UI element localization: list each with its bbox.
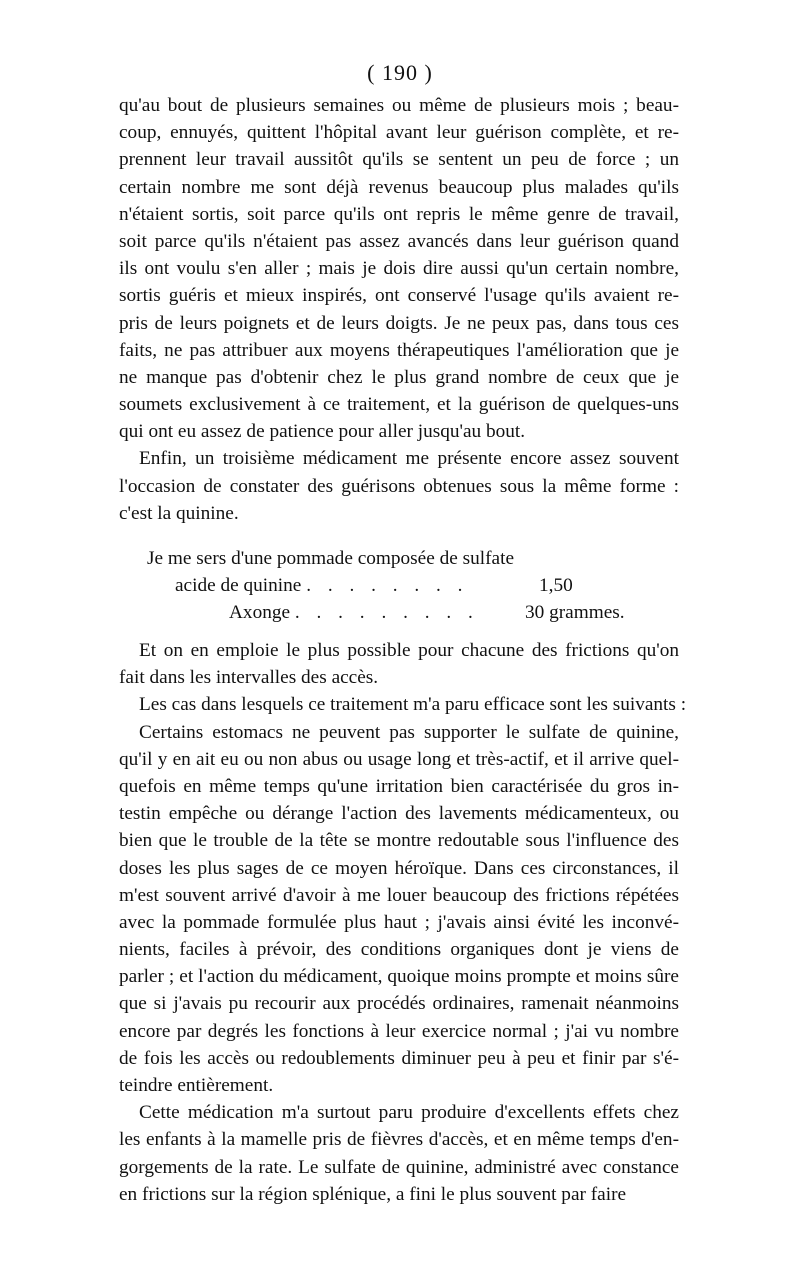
text-line: ne manque pas d'obtenir chez le plus grand nombre de ceux que je — [119, 366, 679, 388]
text-line: avec la pommade formulée plus haut ; j'avais ainsi évité les inconvé- — [119, 911, 679, 933]
text-line: coup, ennuyés, quittent l'hôpital avant leur guérison complète, et re- — [119, 122, 679, 144]
text-line: prennent leur travail aussitôt qu'ils se sentent un peu de force ; un — [119, 149, 679, 171]
text-line: Cette médication m'a surtout paru produire d'excellents effets chez — [139, 1102, 679, 1124]
paragraph — [119, 92, 679, 445]
text-line: n'étaient sortis, soit parce qu'ils ont repris le même genre de travail, — [119, 203, 679, 225]
text-line: qui ont eu assez de patience pour aller jusqu'au bout. — [119, 421, 526, 443]
text-line: encore par degrés les fonctions à leur exercice normal ; j'ai vu nombre — [119, 1020, 679, 1042]
text-line: nients, faciles à prévoir, des conditions organiques dont je viens de — [119, 939, 679, 961]
text-line: soit parce qu'ils n'étaient pas assez avancés dans leur guérison quand — [119, 230, 679, 252]
text-line: pris de leurs poignets et de leurs doigts. Je ne peux pas, dans tous ces — [119, 312, 679, 334]
text-line: m'est souvent arrivé d'avoir à me louer beaucoup des frictions répétées — [119, 884, 679, 906]
text-line: gorgements de la rate. Le sulfate de quinine, administré avec constance — [119, 1156, 679, 1178]
page-number: ( 190 ) — [367, 60, 433, 85]
text-line: fait dans les intervalles des accès. — [119, 667, 379, 689]
text-line: soumets exclusivement à ce traitement, et la guérison de quelques-uns — [119, 394, 679, 416]
text-line: Enfin, un troisième médicament me présente encore assez souvent — [139, 448, 679, 470]
text-line: les enfants à la mamelle pris de fièvres d'accès, et en même temps d'en- — [119, 1129, 679, 1151]
formula-dots: . . . . . . . . — [306, 575, 469, 596]
formula-value: 1,50 — [539, 575, 573, 596]
formula-intro: Je me sers d'une pommade composée de sulfate — [147, 548, 515, 569]
paragraph — [119, 445, 679, 527]
paragraph — [119, 637, 679, 691]
text-line: en frictions sur la région splénique, a fini le plus souvent par faire — [119, 1183, 627, 1205]
text-line: de fois les accès ou redoublements diminuer peu à peu et finir par s'é- — [119, 1047, 679, 1069]
formula-row-axonge — [229, 599, 479, 626]
text-line: Les cas dans lesquels ce traitement m'a paru efficace sont les suivants : — [139, 694, 687, 716]
formula-label: Axonge — [229, 602, 291, 623]
text-line: certain nombre me sont déjà revenus beaucoup plus malades qu'ils — [119, 176, 679, 198]
text-line: Et on en emploie le plus possible pour chacune des frictions qu'on — [139, 640, 679, 661]
text-line: testin empêche ou dérange l'action des lavements médicamenteux, ou — [119, 803, 679, 825]
formula-block — [119, 545, 679, 627]
text-line: c'est la quinine. — [119, 502, 239, 524]
text-line: sortis guéris et mieux inspirés, ont conservé l'usage qu'ils avaient re- — [119, 285, 679, 307]
paragraph — [119, 691, 687, 718]
formula-value: 30 grammes. — [525, 602, 625, 623]
text-line: bien que le trouble de la tête se montre redoutable sous l'influence des — [119, 830, 679, 852]
text-line: qu'il y en ait eu ou non abus ou usage long et très-actif, et il arrive quel- — [119, 748, 679, 770]
text-line: parler ; et l'action du médicament, quoique moins prompte et moins sûre — [119, 966, 679, 988]
text-line: l'occasion de constater des guérisons obtenues sous la même forme : — [119, 475, 679, 497]
paragraph — [119, 719, 679, 1100]
text-line: teindre entièrement. — [119, 1075, 274, 1096]
text-line: qu'au bout de plusieurs semaines ou même de plusieurs mois ; beau- — [119, 95, 679, 116]
text-line: faits, ne pas attribuer aux moyens thérapeutiques l'amélioration que je — [119, 339, 679, 361]
text-line: que si j'avais pu recourir aux procédés ordinaires, ramenait néanmoins — [119, 993, 679, 1015]
formula-label: acide de quinine — [175, 575, 302, 596]
formula-dots: . . . . . . . . . — [294, 602, 479, 623]
body-text — [119, 92, 687, 1208]
text-line: doses les plus sages de ce moyen héroïque. Dans ces circonstances, il — [119, 857, 679, 879]
text-line: ils ont voulu s'en aller ; mais je dois dire aussi qu'un certain nombre, — [119, 258, 679, 280]
text-line: Certains estomacs ne peuvent pas supporter le sulfate de quinine, — [139, 721, 679, 743]
text-line: quefois en même temps qu'une irritation bien caractérisée du gros in- — [119, 775, 679, 797]
paragraph — [119, 1099, 679, 1208]
formula-row-quinine — [175, 572, 469, 599]
